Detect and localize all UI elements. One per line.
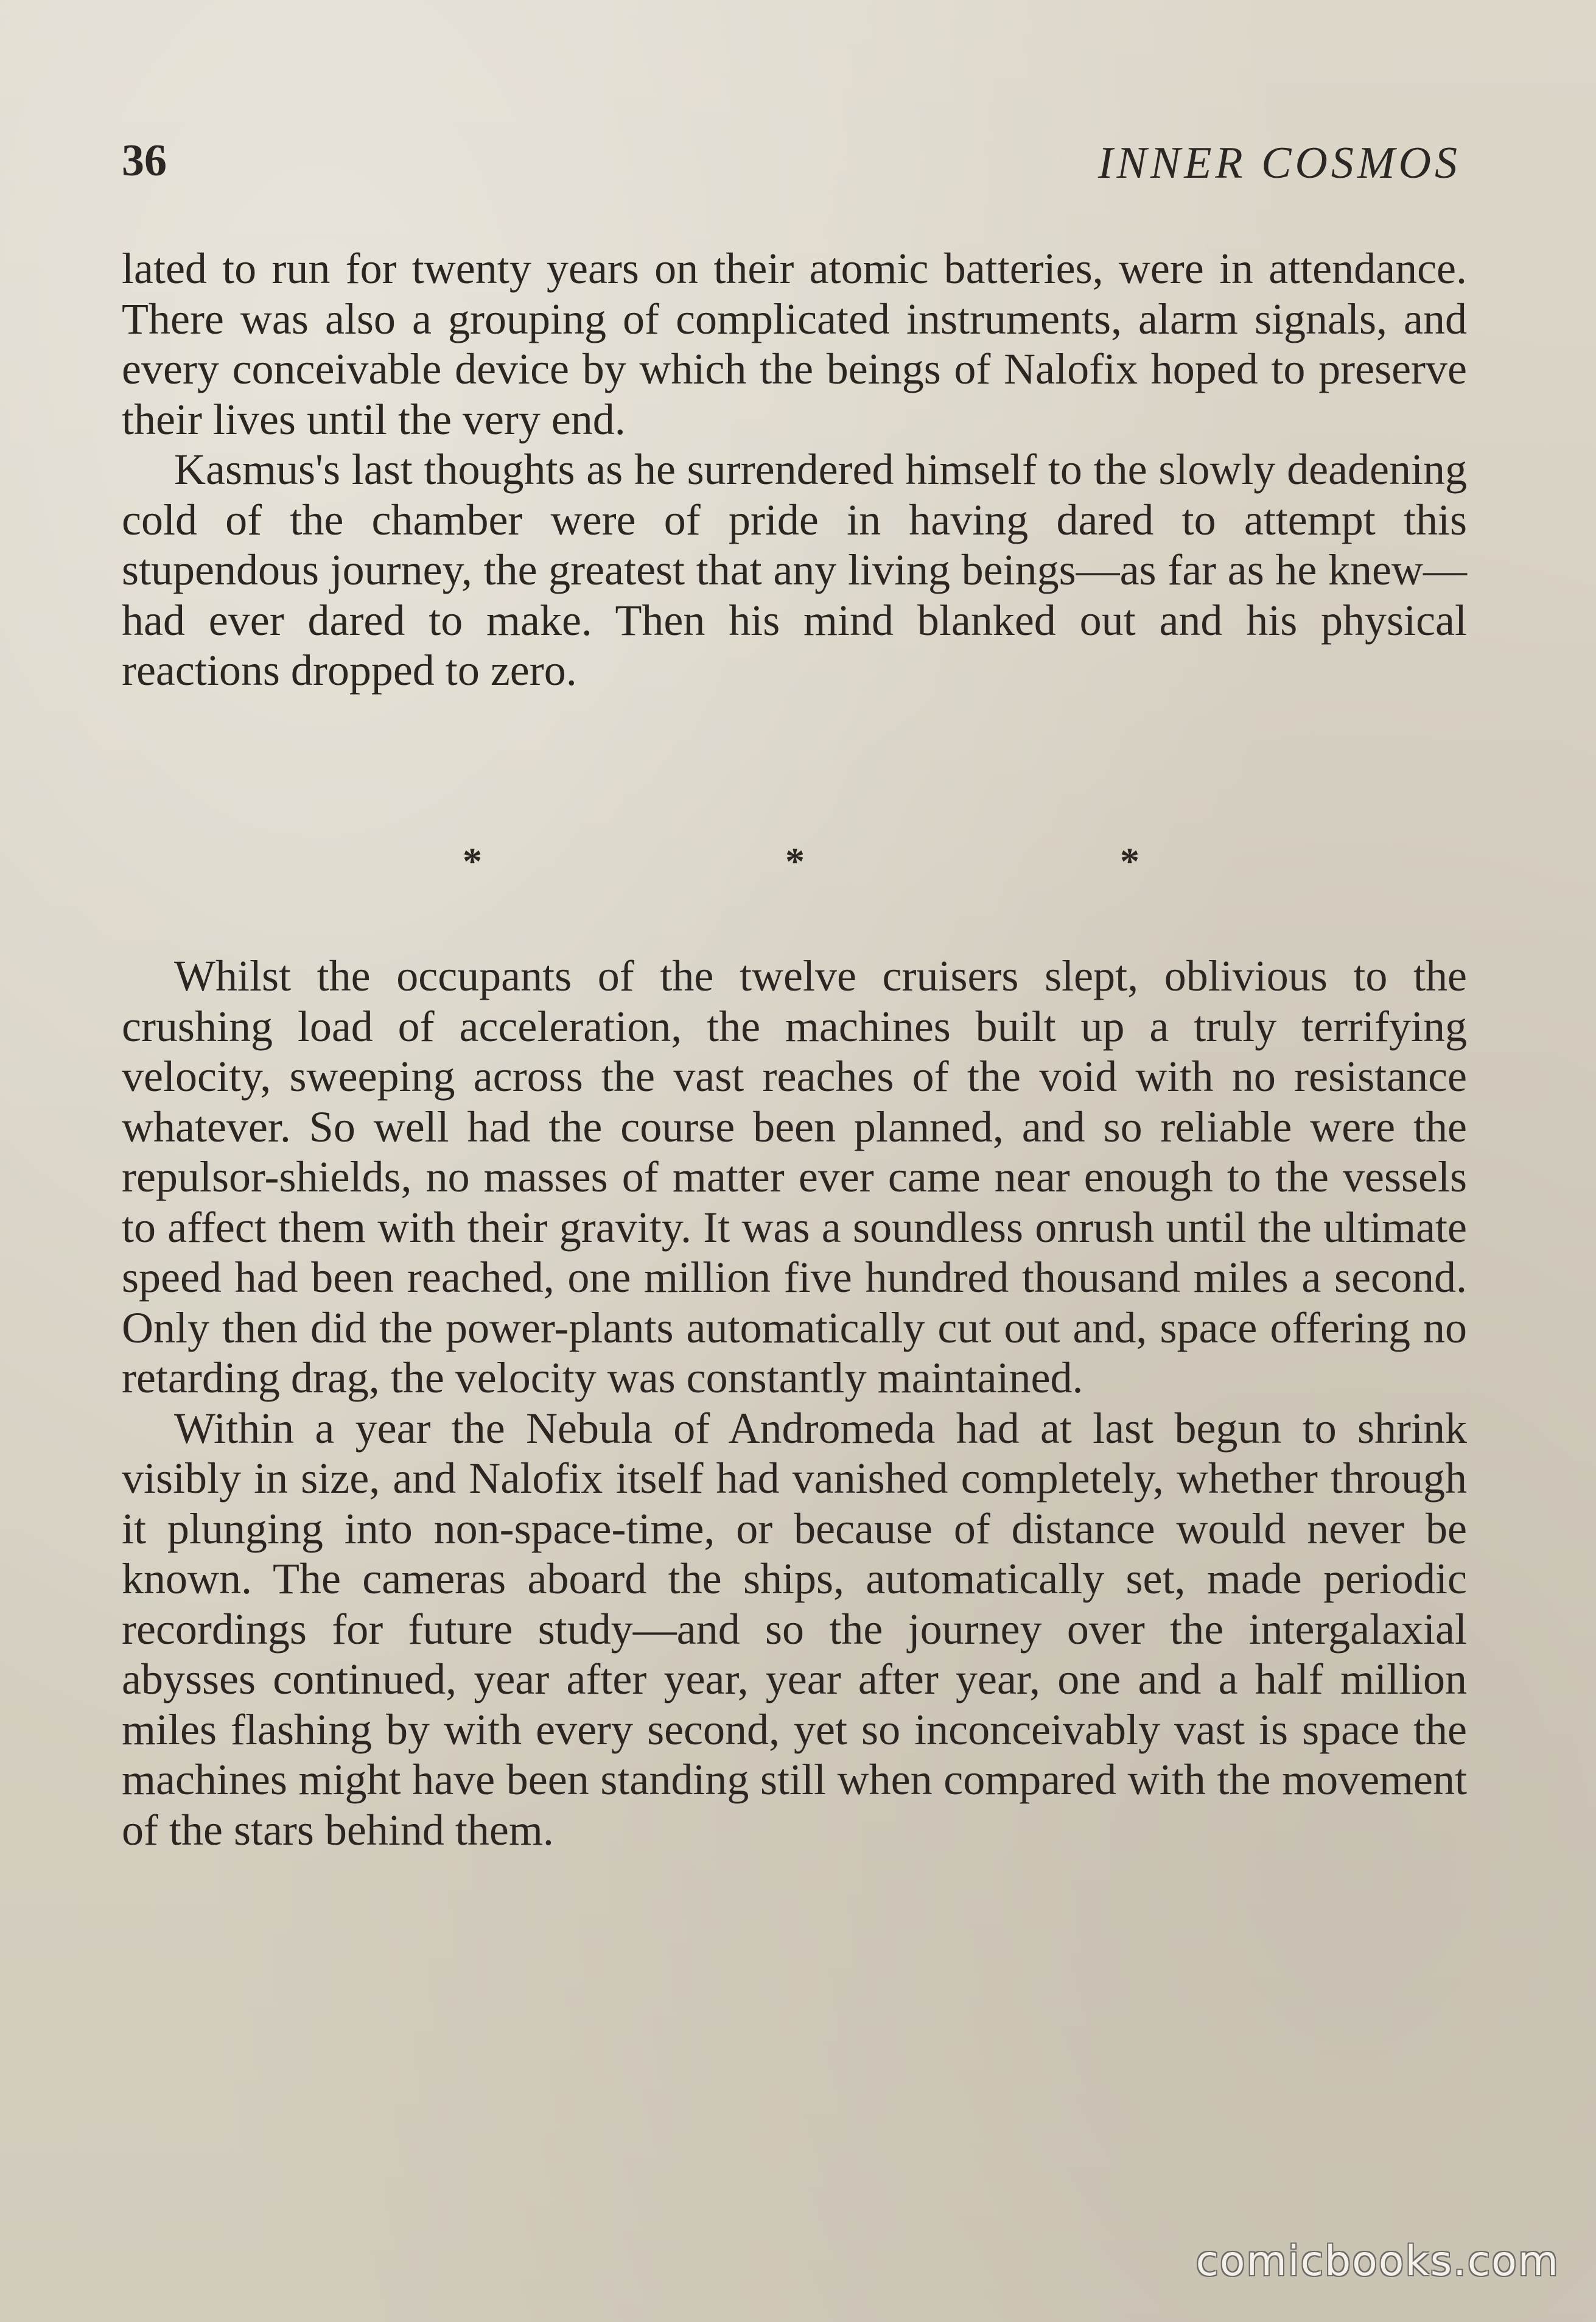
paragraph: Within a year the Nebula of Andromeda had at last begun to shrink visibly in size, and Nalofix itself had vanished completely, whether through it plunging into non-space-time, or because of distance would never be known. The cameras aboard the ships, automatically set, made periodic recordings for future study—and so the journey over the intergalaxial abysses continued, year after year, year after year, one and a half million miles flashing by with every second, yet so inconceivably vast is space the machines might have been standing still when compared with the movement of the stars behind them. <box>122 1403 1467 1854</box>
paragraph: Kasmus's last thoughts as he surrendered himself to the slowly deadening cold of the chamber were of pride in having dared to attempt this stupendous journey, the greatest that any living beings—as far as he knew—had ever dared to make. Then his mind blanked out and his physical reactions dropped to zero. <box>122 445 1467 695</box>
body-text-section-2 <box>122 951 1467 1855</box>
section-break <box>122 839 1467 894</box>
asterisk-ornament: * <box>1120 840 1139 883</box>
page-header <box>122 135 1461 196</box>
asterisk-ornament: * <box>785 840 805 883</box>
paragraph: Whilst the occupants of the twelve cruisers slept, oblivious to the crushing load of acceleration, the machines built up a truly terrifying velocity, sweeping across the vast reaches of the void with no resistance whatever. So well had the course been planned, and so reliable were the repulsor-shields, no masses of matter ever came near enough to the vessels to affect them with their gravity. It was a soundless onrush until the ultimate speed had been reached, one million five hundred thousand miles a second. Only then did the power-plants automatically cut out and, space offering no retarding drag, the velocity was constantly maintained. <box>122 952 1467 1402</box>
page-number: 36 <box>122 136 167 186</box>
paragraph-continued: lated to run for twenty years on their atomic batteries, were in attendance. There was also a grouping of complicated instruments, alarm signals, and every conceivable device by which the beings of Nalofix hoped to preserve their lives until the very end. <box>122 244 1467 444</box>
watermark: comicbooks.com <box>1195 2237 1559 2285</box>
body-text-section-1 <box>122 244 1467 696</box>
asterisk-ornament: * <box>463 840 482 883</box>
running-title: INNER COSMOS <box>1097 138 1461 188</box>
